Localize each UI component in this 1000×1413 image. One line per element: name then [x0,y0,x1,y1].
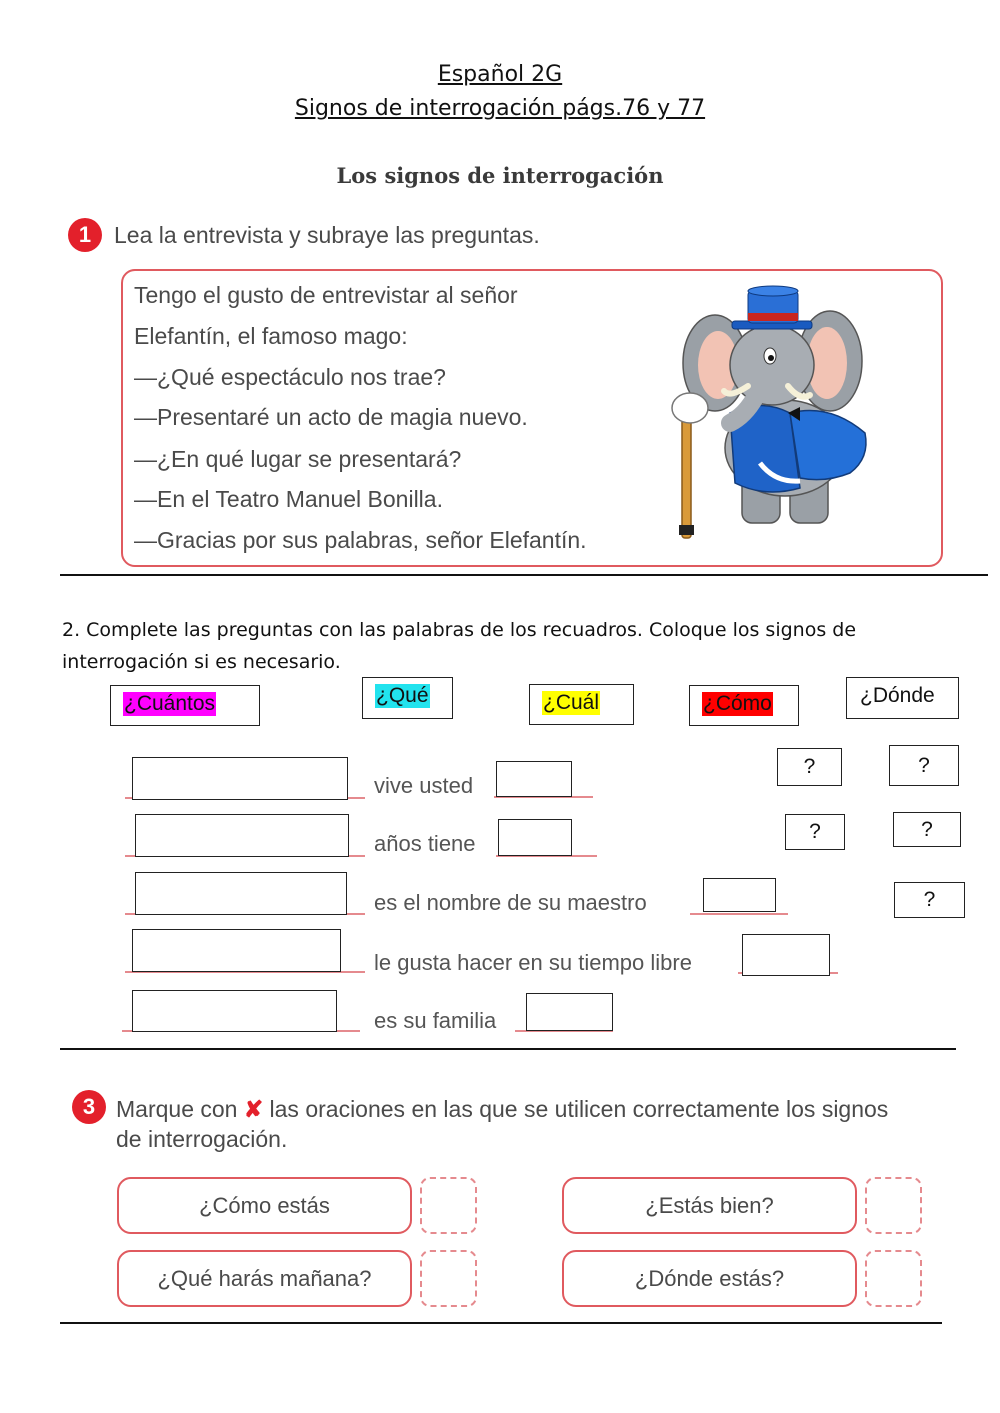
section-title: Los signos de interrogación [336,163,664,188]
exercise-3-number: 3 [72,1090,106,1124]
answer-box-start[interactable] [135,814,349,857]
interview-line[interactable]: —¿En qué lugar se presentará? [134,446,462,472]
interview-line[interactable]: —Presentaré un acto de magia nuevo. [134,404,528,430]
word-box-donde[interactable] [846,677,959,719]
interview-line[interactable]: Elefantín, el famoso mago: [134,323,408,349]
answer-box-start[interactable] [132,990,337,1032]
exercise-3-instruction [116,1096,888,1123]
word-label: ¿Dónde [860,684,935,707]
section-divider [60,574,988,576]
word-box-cual[interactable] [529,684,634,725]
word-label: ¿Cómo [703,692,772,715]
option-donde-estas: ¿Dónde estás? [562,1250,857,1307]
instruction-text: Marque con [116,1096,238,1122]
sentence-text: es su familia [374,1008,497,1033]
answer-underline [690,913,788,915]
word-box-como[interactable] [689,685,799,726]
interview-line[interactable]: —En el Teatro Manuel Bonilla. [134,486,443,512]
elephant-magician-illustration [650,283,880,548]
instruction-text: las oraciones en las que se utilicen correctamente los signos [269,1096,889,1122]
question-mark-box[interactable]: ? [777,748,842,786]
word-label: ¿Cuántos [124,692,216,715]
question-mark-box[interactable]: ? [894,882,965,918]
exercise-1-instruction: Lea la entrevista y subraye las preguntas. [114,222,540,248]
answer-box-start[interactable] [132,929,341,972]
word-label: ¿Qué [376,684,429,707]
question-mark-box[interactable]: ? [785,814,845,850]
sentence-text: años tiene [374,831,476,856]
exercise-1-number: 1 [68,218,102,252]
checkbox-estas-bien[interactable] [865,1177,922,1234]
answer-box-end[interactable] [703,878,776,912]
word-box-que[interactable] [362,677,453,719]
answer-box-end[interactable] [742,934,830,976]
checkbox-que-haras-manana[interactable] [420,1250,477,1307]
word-label: ¿Cuál [543,691,600,714]
x-mark-icon: ✘ [243,1096,264,1122]
word-box-cuantos[interactable] [110,685,260,726]
checkbox-donde-estas[interactable] [865,1250,922,1307]
interview-line[interactable]: —Gracias por sus palabras, señor Elefantín. [134,527,587,553]
sentence-text: vive usted [374,773,474,798]
exercise-2-instruction: 2. Complete las preguntas con las palabras de los recuadros. Coloque los signos de interrogación si es necesario. [62,619,857,673]
answer-box-end[interactable] [498,819,572,856]
option-que-haras-manana: ¿Qué harás mañana? [117,1250,412,1307]
question-mark-box[interactable]: ? [893,812,961,847]
section-divider [60,1048,956,1050]
section-divider [60,1322,942,1324]
exercise-3-instruction-line2: de interrogación. [116,1126,288,1152]
worksheet-title: Español 2G [437,62,563,87]
interview-line[interactable]: Tengo el gusto de entrevistar al señor [134,282,518,308]
option-como-estas: ¿Cómo estás [117,1177,412,1234]
answer-box-end[interactable] [496,761,572,797]
sentence-text: es el nombre de su maestro [374,890,647,915]
option-estas-bien: ¿Estás bien? [562,1177,857,1234]
interview-line[interactable]: —¿Qué espectáculo nos trae? [134,364,446,390]
sentence-text: le gusta hacer en su tiempo libre [374,950,692,975]
answer-box-end[interactable] [526,993,613,1031]
answer-box-start[interactable] [132,757,348,800]
worksheet-subtitle: Signos de interrogación págs.76 y 77 [294,96,706,121]
answer-box-start[interactable] [135,872,347,915]
question-mark-box[interactable]: ? [889,745,959,786]
checkbox-como-estas[interactable] [420,1177,477,1234]
